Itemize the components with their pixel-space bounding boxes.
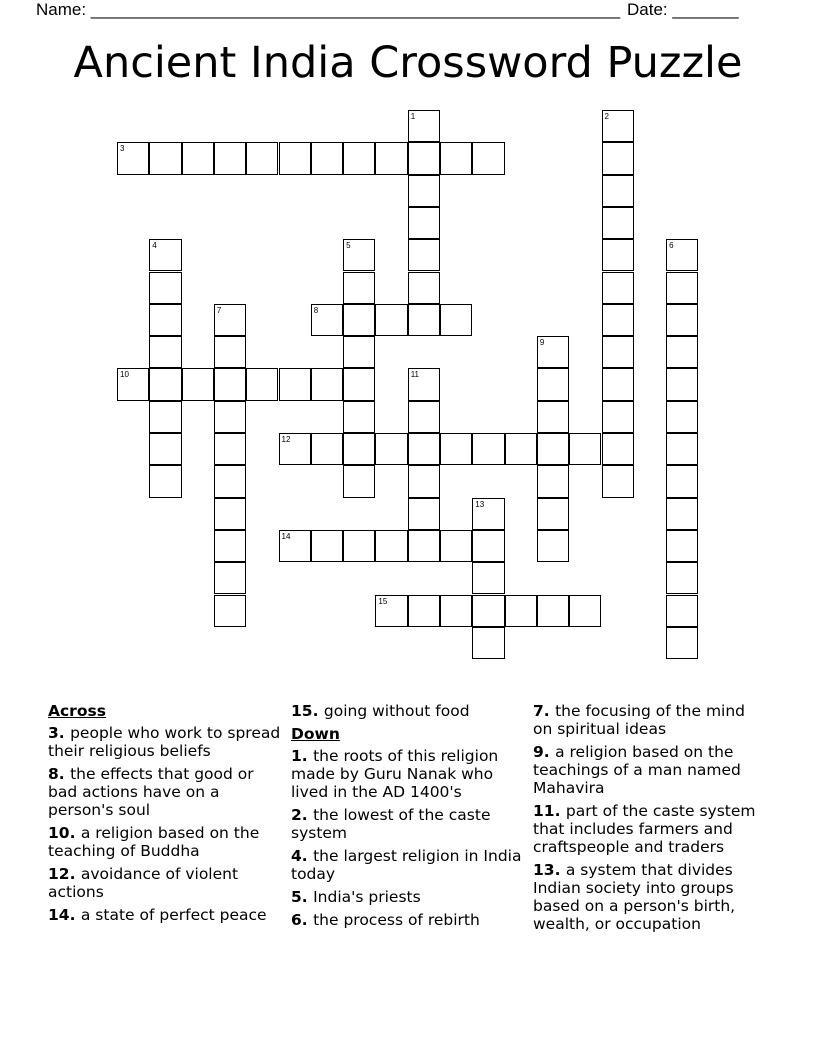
grid-cell[interactable] [375, 595, 407, 627]
grid-cell[interactable] [537, 595, 569, 627]
grid-cell[interactable] [472, 142, 504, 174]
grid-cell[interactable] [408, 498, 440, 530]
grid-cell[interactable] [214, 368, 246, 400]
clue-number: 11 [410, 370, 419, 380]
down-clue: 4. the largest religion in India today [291, 847, 522, 883]
clue-text: part of the caste system that includes farmers and craftspeople and traders [533, 802, 756, 856]
down-clue: 6. the process of rebirth [291, 911, 480, 929]
clues-column-2 [291, 702, 527, 934]
clue-text: the largest religion in India today [291, 847, 522, 883]
clue-number: 6 [669, 241, 674, 251]
grid-cell[interactable] [537, 336, 569, 368]
grid-cell[interactable] [408, 465, 440, 497]
grid-cell[interactable] [602, 110, 634, 142]
clue-number: 14 [48, 906, 70, 924]
grid-cell[interactable] [666, 562, 698, 594]
clue-number: 1 [410, 112, 416, 121]
grid-cell[interactable] [602, 175, 634, 207]
clue-number: 7 [216, 305, 222, 315]
clue-number: 4 [152, 241, 157, 251]
clue-text: the focusing of the mind on spiritual ideas [533, 702, 746, 738]
across-heading: Across [48, 702, 106, 720]
grid-cell[interactable] [408, 175, 440, 207]
grid-cell[interactable] [666, 433, 698, 465]
grid-cell[interactable] [666, 595, 698, 627]
grid-cell[interactable] [666, 336, 698, 368]
down-clue: 2. the lowest of the caste system [291, 806, 491, 842]
clue-number: 13 [475, 499, 485, 509]
grid-cell[interactable] [214, 465, 246, 497]
page-title: Ancient India Crossword Puzzle [73, 38, 743, 88]
grid-cell[interactable] [440, 433, 472, 465]
clue-number: 8 [48, 765, 59, 783]
clue-text: the process of rebirth [313, 911, 480, 929]
grid-cell[interactable] [117, 142, 149, 174]
grid-cell[interactable] [505, 433, 537, 465]
across-clue: 8. the effects that good or bad actions have on a person's soul [48, 765, 254, 819]
grid-cell[interactable] [117, 368, 149, 400]
down-clue: 13. a system that divides Indian society into groups based on a person's birth, wealth, or occupation [533, 861, 736, 933]
grid-cell[interactable] [537, 401, 569, 433]
clue-number: 12 [48, 865, 70, 883]
clue-number: 3 [48, 724, 59, 742]
grid-cell[interactable] [182, 368, 214, 400]
grid-cell[interactable] [343, 530, 375, 562]
clue-text: the roots of this religion made by Guru Nanak who lived in the AD 1400's [291, 747, 499, 801]
grid-cell[interactable] [666, 272, 698, 304]
clue-number: 8 [313, 305, 319, 315]
clue-number: 10 [48, 824, 70, 842]
clue-text: avoidance of violent actions [48, 865, 239, 901]
across-clue: 3. people who work to spread their religious beliefs [48, 724, 281, 760]
grid-cell[interactable] [214, 530, 246, 562]
grid-cell[interactable] [666, 239, 698, 271]
grid-cell[interactable] [279, 368, 311, 400]
grid-cell[interactable] [246, 142, 278, 174]
grid-cell[interactable] [666, 627, 698, 659]
grid-cell[interactable] [666, 498, 698, 530]
grid-cell[interactable] [666, 304, 698, 336]
across-clue: 15. going without food [291, 702, 470, 720]
grid-cell[interactable] [408, 272, 440, 304]
grid-cell[interactable] [311, 304, 343, 336]
across-clue: 10. a religion based on the teaching of Buddha [48, 824, 260, 860]
clue-text: a state of perfect peace [80, 906, 267, 924]
down-clue: 1. the roots of this religion made by Guru Nanak who lived in the AD 1400's [291, 747, 499, 801]
grid-cell[interactable] [602, 465, 634, 497]
grid-cell[interactable] [279, 142, 311, 174]
across-clue: 14. a state of perfect peace [48, 906, 267, 924]
clue-number: 9 [539, 338, 545, 348]
grid-cell[interactable] [537, 530, 569, 562]
grid-cell[interactable] [311, 142, 343, 174]
grid-cell[interactable] [569, 595, 601, 627]
grid-cell[interactable] [149, 368, 181, 400]
clue-number: 5 [291, 888, 302, 906]
grid-cell[interactable] [246, 368, 278, 400]
clue-number: 12 [281, 435, 291, 444]
clue-text: people who work to spread their religious beliefs [48, 724, 281, 760]
grid-cell[interactable] [505, 595, 537, 627]
grid-cell[interactable] [472, 530, 504, 562]
clue-number: 9 [533, 743, 544, 761]
grid-cell[interactable] [214, 304, 246, 336]
clues-column-3 [533, 702, 769, 938]
grid-cell[interactable] [408, 207, 440, 239]
grid-cell[interactable] [375, 304, 407, 336]
grid-cell[interactable] [602, 401, 634, 433]
clue-text: a religion based on the teaching of Buddha [48, 824, 260, 860]
down-clue: 9. a religion based on the teachings of a man named Mahavira [533, 743, 741, 797]
grid-cell[interactable] [408, 433, 440, 465]
grid-cell[interactable] [149, 433, 181, 465]
grid-cell[interactable] [602, 336, 634, 368]
clue-number: 14 [281, 531, 291, 541]
grid-cell[interactable] [149, 272, 181, 304]
clue-number: 4 [291, 847, 302, 865]
grid-cell[interactable] [408, 595, 440, 627]
grid-cell[interactable] [472, 433, 504, 465]
grid-cell[interactable] [602, 207, 634, 239]
grid-cell[interactable] [472, 627, 504, 659]
grid-cell[interactable] [279, 530, 311, 562]
grid-cell[interactable] [311, 433, 343, 465]
grid-cell[interactable] [149, 401, 181, 433]
grid-cell[interactable] [602, 142, 634, 174]
grid-cell[interactable] [214, 433, 246, 465]
down-clue: 11. part of the caste system that includes farmers and craftspeople and traders [533, 802, 756, 856]
clue-text: the effects that good or bad actions have on a person's soul [48, 765, 254, 819]
clue-number: 10 [120, 370, 129, 380]
grid-cell[interactable] [408, 142, 440, 174]
clue-text: India's priests [313, 888, 421, 906]
grid-cell[interactable] [343, 401, 375, 433]
clue-number: 2 [291, 806, 302, 824]
grid-cell[interactable] [149, 304, 181, 336]
grid-cell[interactable] [343, 336, 375, 368]
grid-cell[interactable] [343, 465, 375, 497]
grid-cell[interactable] [375, 433, 407, 465]
grid-cell[interactable] [602, 272, 634, 304]
grid-cell[interactable] [149, 239, 181, 271]
clue-number: 3 [120, 144, 125, 154]
grid-cell[interactable] [343, 304, 375, 336]
grid-cell[interactable] [666, 401, 698, 433]
clue-number: 15 [291, 702, 313, 720]
grid-cell[interactable] [602, 239, 634, 271]
down-heading: Down [291, 725, 340, 743]
grid-cell[interactable] [149, 465, 181, 497]
grid-cell[interactable] [602, 304, 634, 336]
grid-cell[interactable] [440, 304, 472, 336]
grid-cell[interactable] [214, 336, 246, 368]
grid-cell[interactable] [666, 530, 698, 562]
clues-column-1 [48, 702, 284, 929]
grid-cell[interactable] [472, 562, 504, 594]
grid-cell[interactable] [343, 433, 375, 465]
grid-cell[interactable] [214, 498, 246, 530]
grid-cell[interactable] [472, 595, 504, 627]
clue-number: 6 [291, 911, 302, 929]
clue-number: 1 [291, 747, 302, 765]
grid-cell[interactable] [537, 433, 569, 465]
clue-number: 15 [378, 596, 388, 606]
name-field[interactable]: Name: ________________________________________________________ [36, 0, 621, 19]
clue-number: 11 [533, 802, 555, 820]
grid-cell[interactable] [311, 368, 343, 400]
clue-text: a religion based on the teachings of a man named Mahavira [533, 743, 741, 797]
clue-text: the lowest of the caste system [291, 806, 491, 842]
clue-number: 7 [533, 702, 544, 720]
down-clue: 5. India's priests [291, 888, 421, 906]
grid-cell[interactable] [472, 498, 504, 530]
grid-cell[interactable] [149, 142, 181, 174]
grid-cell[interactable] [408, 304, 440, 336]
grid-cell[interactable] [343, 368, 375, 400]
grid-cell[interactable] [537, 368, 569, 400]
grid-cell[interactable] [408, 401, 440, 433]
grid-cell[interactable] [440, 595, 472, 627]
grid-cell[interactable] [343, 272, 375, 304]
across-clue: 12. avoidance of violent actions [48, 865, 239, 901]
clue-number: 13 [533, 861, 555, 879]
grid-cell[interactable] [408, 110, 440, 142]
grid-cell[interactable] [214, 142, 246, 174]
grid-cell[interactable] [666, 368, 698, 400]
clue-text: a system that divides Indian society into groups based on a person's birth, wealth, or occupation [533, 861, 736, 933]
grid-cell[interactable] [537, 498, 569, 530]
grid-cell[interactable] [279, 433, 311, 465]
grid-cell[interactable] [311, 530, 343, 562]
clue-text: going without food [323, 702, 470, 720]
grid-cell[interactable] [182, 142, 214, 174]
grid-cell[interactable] [408, 368, 440, 400]
clue-number: 5 [346, 241, 351, 251]
grid-cell[interactable] [440, 530, 472, 562]
grid-cell[interactable] [214, 595, 246, 627]
grid-cell[interactable] [343, 239, 375, 271]
grid-cell[interactable] [375, 142, 407, 174]
grid-cell[interactable] [214, 562, 246, 594]
grid-cell[interactable] [375, 530, 407, 562]
grid-cell[interactable] [408, 530, 440, 562]
grid-cell[interactable] [602, 433, 634, 465]
date-field[interactable]: Date: _______ [627, 0, 739, 19]
down-clue: 7. the focusing of the mind on spiritual ideas [533, 702, 746, 738]
grid-cell[interactable] [569, 433, 601, 465]
grid-cell[interactable] [343, 142, 375, 174]
grid-cell[interactable] [602, 368, 634, 400]
grid-cell[interactable] [666, 465, 698, 497]
grid-cell[interactable] [408, 239, 440, 271]
grid-cell[interactable] [537, 465, 569, 497]
clue-number: 2 [604, 112, 609, 121]
grid-cell[interactable] [214, 401, 246, 433]
grid-cell[interactable] [440, 142, 472, 174]
grid-cell[interactable] [149, 336, 181, 368]
